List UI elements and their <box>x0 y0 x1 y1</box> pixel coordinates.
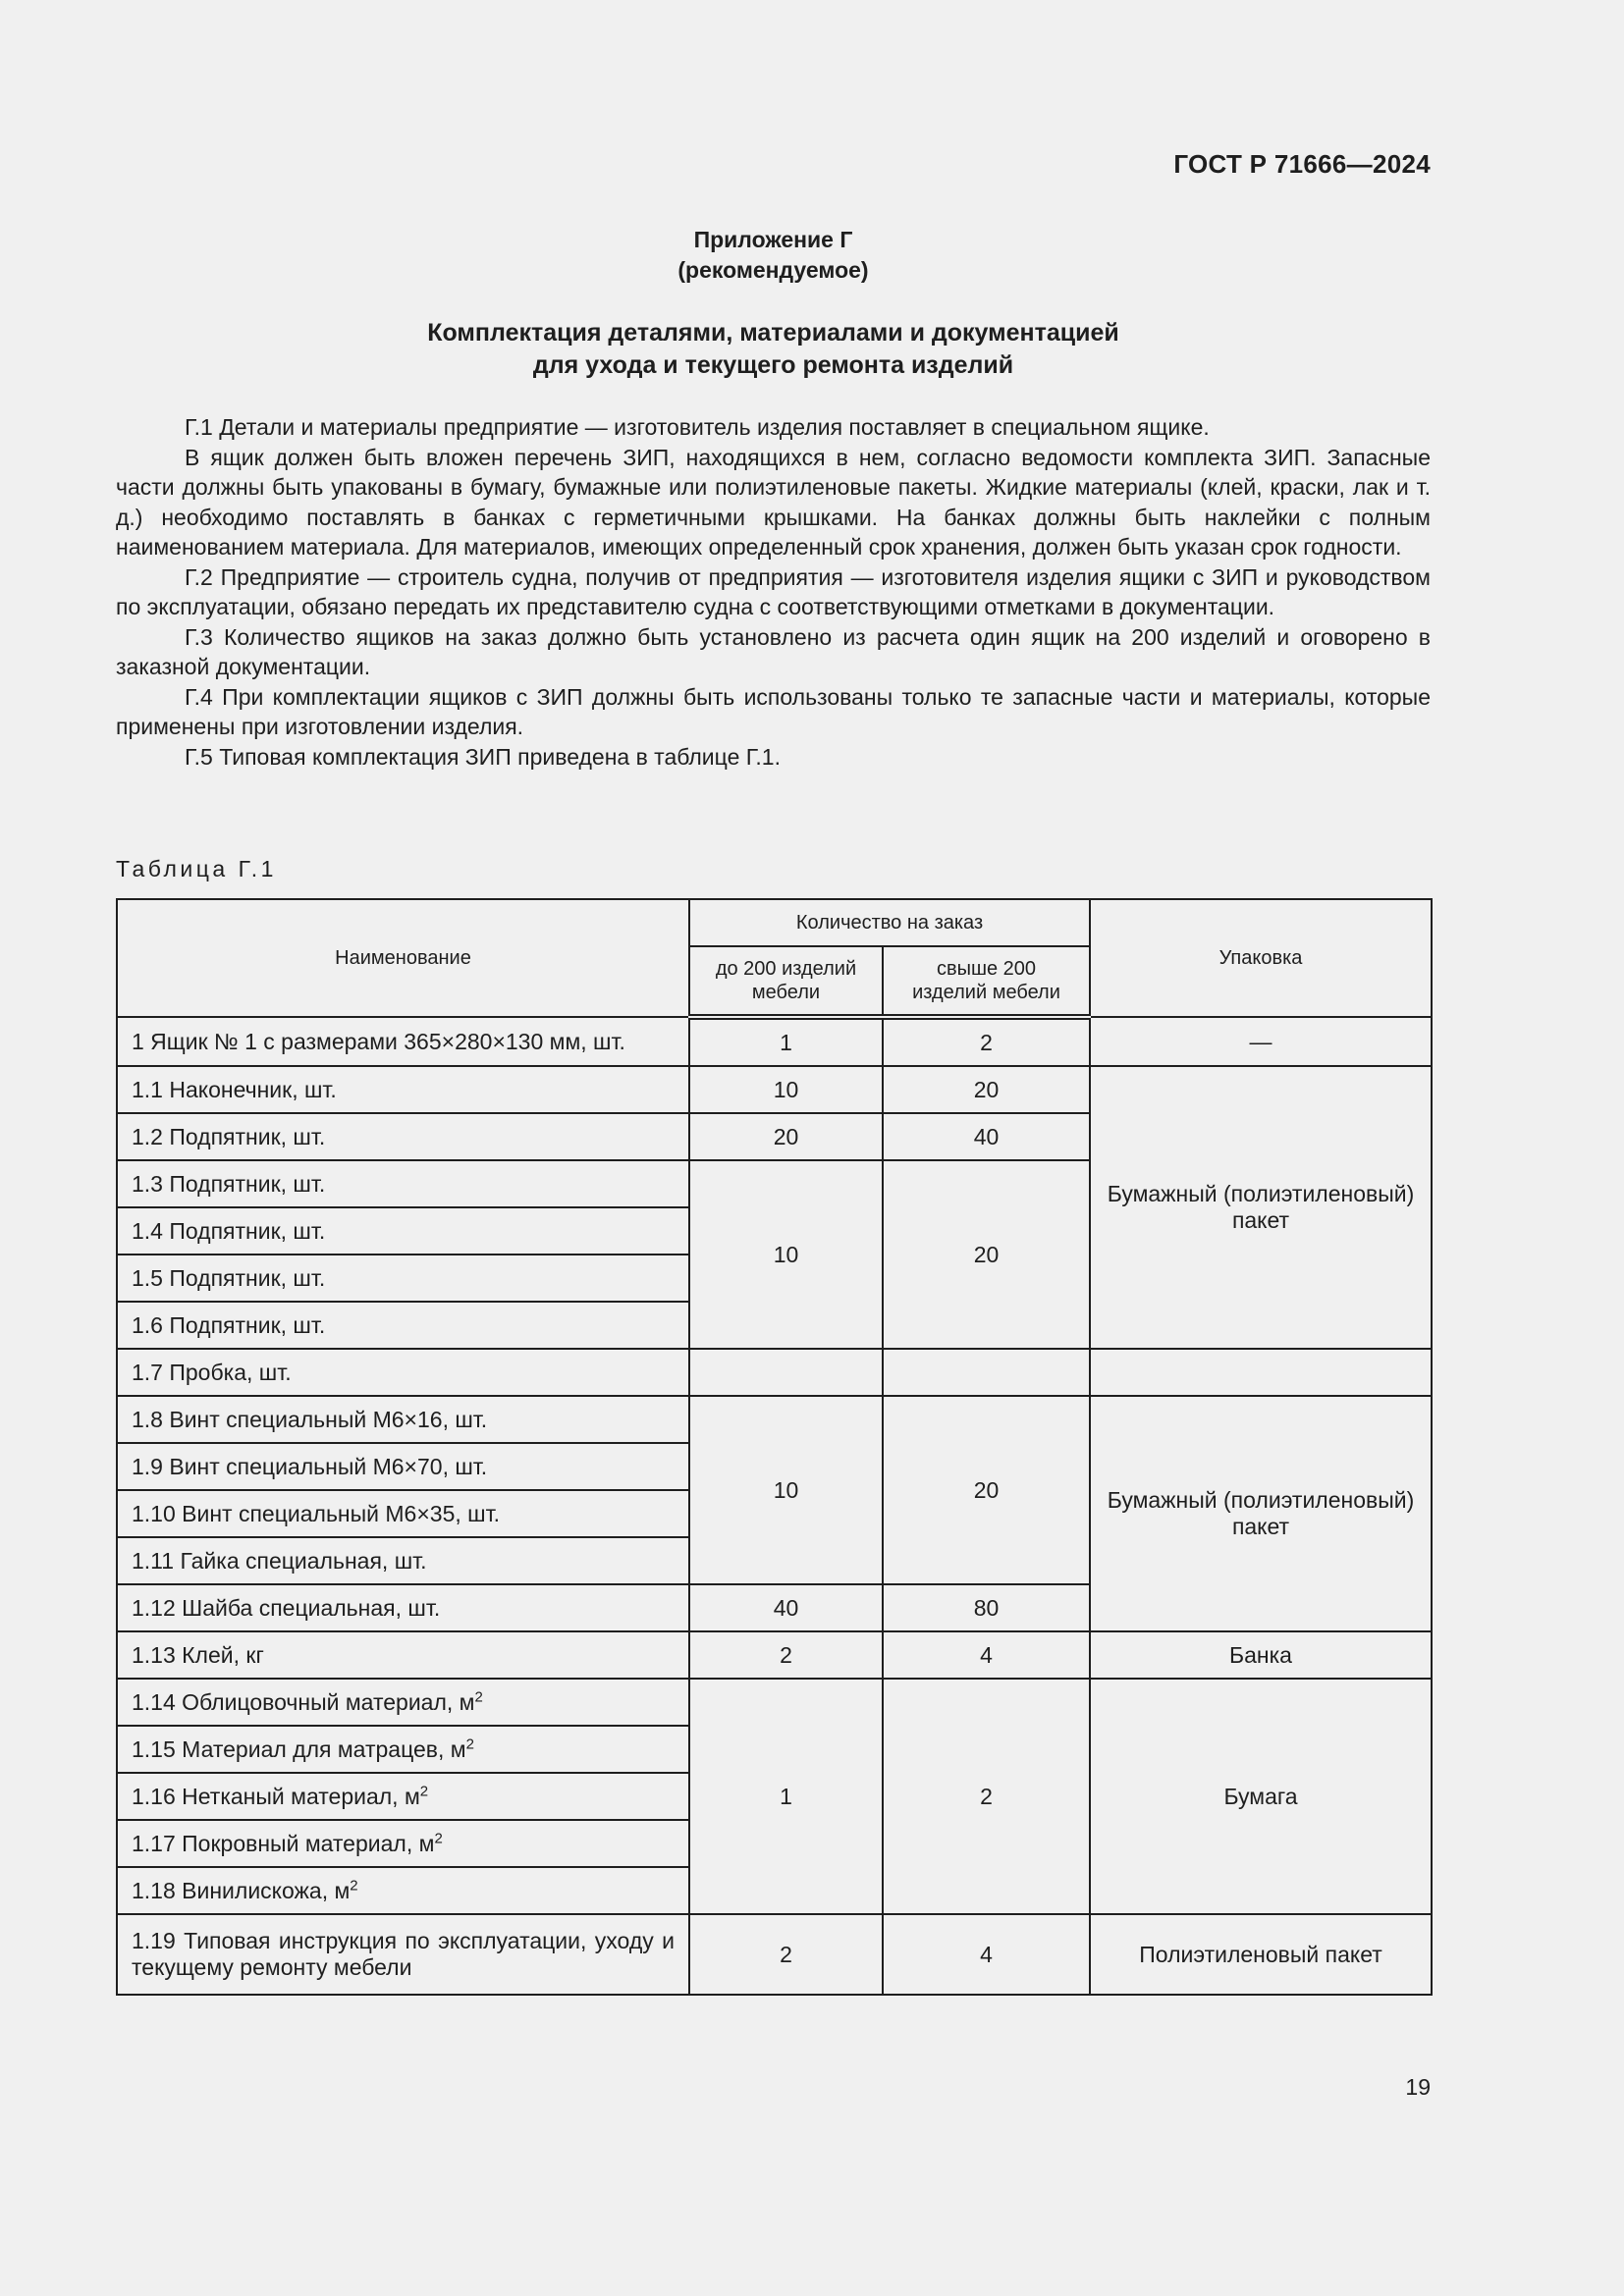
section-title-line-1: Комплектация деталями, материалами и документацией <box>427 319 1119 347</box>
section-title <box>116 317 1431 382</box>
merged-packaging-1-14-to-1-18: Бумага <box>1090 1679 1432 1914</box>
table-row <box>117 1349 1432 1396</box>
row-name: 1.8 Винт специальный М6×16, шт. <box>117 1396 689 1443</box>
row-qty-upto: 10 <box>689 1066 883 1113</box>
header-qty-over-200: свыше 200 изделий мебели <box>883 946 1090 1017</box>
row-name-cell <box>117 1867 689 1914</box>
header-qty-group: Количество на заказ <box>689 899 1090 946</box>
row-name: 1.6 Подпятник, шт. <box>117 1302 689 1349</box>
row-name: 1 Ящик № 1 с размерами 365×280×130 мм, шт. <box>117 1017 689 1066</box>
appendix-label: Приложение Г <box>693 227 853 252</box>
row-name: 1.15 Материал для матрацев, м <box>132 1735 466 1762</box>
merged-qty-upto-1-3-to-1-6: 10 <box>689 1160 883 1349</box>
row-name: 1.9 Винт специальный М6×70, шт. <box>117 1443 689 1490</box>
row-name: 1.18 Винилискожа, м <box>132 1877 351 1903</box>
row-name: 1.12 Шайба специальная, шт. <box>117 1584 689 1631</box>
row-packaging: — <box>1090 1017 1432 1066</box>
paragraph-g2: Г.2 Предприятие — строитель судна, получив от предприятия — изготовителя изделия ящики с ЗИП и руководством по эксплуатации, обязано передать их представителю судна с соответствующими отметками в документации. <box>116 563 1431 619</box>
row-name-cell <box>117 1820 689 1867</box>
table-row <box>117 1914 1432 1995</box>
table-row <box>117 1066 1432 1113</box>
row-name: 1.1 Наконечник, шт. <box>117 1066 689 1113</box>
row-qty-over: 4 <box>883 1914 1090 1995</box>
paragraph-g1: Г.1 Детали и материалы предприятие — изготовитель изделия поставляет в специальном ящике. <box>185 414 1210 440</box>
row-name: 1.4 Подпятник, шт. <box>117 1207 689 1255</box>
header-packaging: Упаковка <box>1090 899 1432 1017</box>
table-row <box>117 1631 1432 1679</box>
appendix-heading <box>116 225 1431 286</box>
row-qty-upto-empty <box>689 1349 883 1396</box>
merged-qty-upto-1-8-to-1-11: 10 <box>689 1396 883 1584</box>
paragraph-g4: Г.4 При комплектации ящиков с ЗИП должны быть использованы только те запасные части и материалы, которые применены при изготовлении изделия. <box>116 683 1431 739</box>
merged-qty-upto-1-14-to-1-18: 1 <box>689 1679 883 1914</box>
document-number: ГОСТ Р 71666—2024 <box>1173 149 1431 179</box>
row-qty-over: 40 <box>883 1113 1090 1160</box>
body-text <box>116 412 1431 772</box>
row-packaging-empty <box>1090 1349 1432 1396</box>
header-name: Наименование <box>117 899 689 1017</box>
zip-table <box>116 898 1433 1996</box>
row-qty-over: 20 <box>883 1066 1090 1113</box>
row-name-cell <box>117 1679 689 1726</box>
paragraph-g3: Г.3 Количество ящиков на заказ должно быть установлено из расчета один ящик на 200 изделий и оговорено в заказной документации. <box>116 623 1431 679</box>
paragraph-g5: Г.5 Типовая комплектация ЗИП приведена в таблице Г.1. <box>185 743 781 770</box>
row-name-cell <box>117 1773 689 1820</box>
table-row <box>117 1017 1432 1066</box>
merged-packaging-1-8-to-1-12: Бумажный (полиэтиленовый) пакет <box>1090 1396 1432 1631</box>
row-name: 1.5 Подпятник, шт. <box>117 1255 689 1302</box>
row-name: 1.2 Подпятник, шт. <box>117 1113 689 1160</box>
row-qty-over: 4 <box>883 1631 1090 1679</box>
appendix-status: (рекомендуемое) <box>677 257 869 283</box>
row-name: 1.7 Пробка, шт. <box>117 1349 689 1396</box>
unit-superscript: 2 <box>419 1782 429 1799</box>
table-caption: Таблица Г.1 <box>116 856 277 881</box>
row-name: 1.10 Винт специальный М6×35, шт. <box>117 1490 689 1537</box>
row-qty-over-empty <box>883 1349 1090 1396</box>
header-qty-upto-200: до 200 изделий мебели <box>689 946 883 1017</box>
row-name: 1.13 Клей, кг <box>117 1631 689 1679</box>
merged-qty-over-1-8-to-1-11: 20 <box>883 1396 1090 1584</box>
paragraph-zip-list: В ящик должен быть вложен перечень ЗИП, находящихся в нем, согласно ведомости комплекта ЗИП. Запасные части должны быть упакованы в бумагу, бумажные или полиэтиленовые пакеты. Жидкие материалы (клей, краски, лак и т. д.) необходимо поставлять в банках с герметичными крышками. На банках должны быть наклейки с полным наименованием материала. Для материалов, имеющих определенный срок хранения, должен быть указан срок годности. <box>116 444 1431 560</box>
row-name: 1.16 Нетканый материал, м <box>132 1783 420 1809</box>
unit-superscript: 2 <box>465 1735 474 1752</box>
row-qty-over: 2 <box>883 1017 1090 1066</box>
merged-qty-over-1-14-to-1-18: 2 <box>883 1679 1090 1914</box>
row-name-cell <box>117 1726 689 1773</box>
section-title-line-2: для ухода и текущего ремонта изделий <box>532 351 1014 379</box>
row-qty-upto: 2 <box>689 1914 883 1995</box>
row-qty-upto: 20 <box>689 1113 883 1160</box>
table-row <box>117 1679 1432 1726</box>
merged-packaging-1-1-to-1-6: Бумажный (полиэтиленовый) пакет <box>1090 1066 1432 1349</box>
row-name: 1.19 Типовая инструкция по эксплуатации, уходу и текущему ремонту мебели <box>117 1914 689 1995</box>
document-page <box>116 0 1431 2296</box>
row-qty-upto: 40 <box>689 1584 883 1631</box>
table-row <box>117 1396 1432 1443</box>
page-number: 19 <box>1405 2074 1431 2100</box>
row-qty-upto: 1 <box>689 1017 883 1066</box>
row-packaging: Банка <box>1090 1631 1432 1679</box>
row-qty-over: 80 <box>883 1584 1090 1631</box>
row-name: 1.11 Гайка специальная, шт. <box>117 1537 689 1584</box>
row-qty-upto: 2 <box>689 1631 883 1679</box>
row-name: 1.17 Покровный материал, м <box>132 1830 435 1856</box>
unit-superscript: 2 <box>474 1687 483 1705</box>
merged-qty-over-1-3-to-1-6: 20 <box>883 1160 1090 1349</box>
unit-superscript: 2 <box>434 1829 443 1846</box>
unit-superscript: 2 <box>350 1876 358 1894</box>
row-name: 1.3 Подпятник, шт. <box>117 1160 689 1207</box>
row-name: 1.14 Облицовочный материал, м <box>132 1688 475 1715</box>
row-packaging: Полиэтиленовый пакет <box>1090 1914 1432 1995</box>
